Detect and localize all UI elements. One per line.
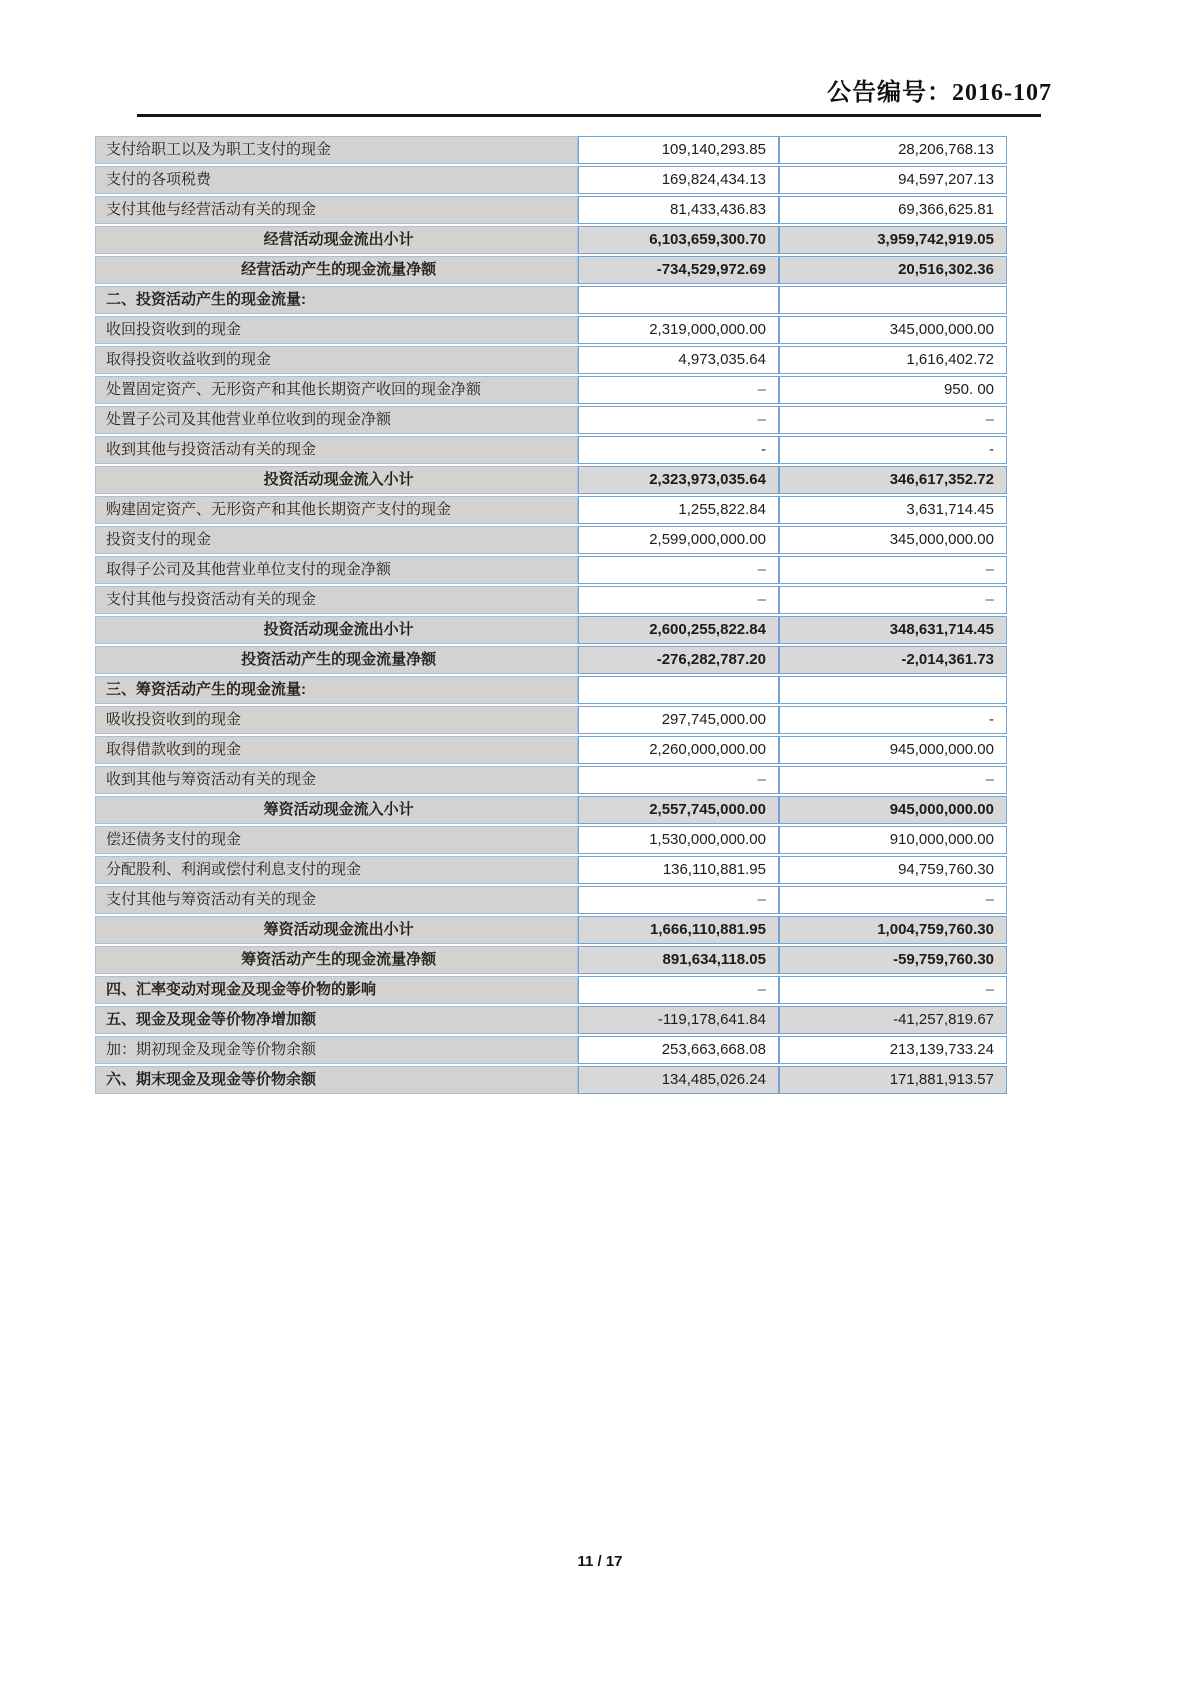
value-current-period: 136,110,881.95 <box>578 856 779 884</box>
value-prior-period: 20,516,302.36 <box>779 256 1007 284</box>
value-prior-period: 950. 00 <box>779 376 1007 404</box>
table-row <box>95 226 1007 254</box>
value-current-period: 6,103,659,300.70 <box>578 226 779 254</box>
value-prior-period: 3,631,714.45 <box>779 496 1007 524</box>
row-label: 支付其他与经营活动有关的现金 <box>95 196 578 224</box>
value-current-period: 2,319,000,000.00 <box>578 316 779 344</box>
value-current-period: 2,260,000,000.00 <box>578 736 779 764</box>
value-current-period: 2,557,745,000.00 <box>578 796 779 824</box>
row-label: 经营活动产生的现金流量净额 <box>95 256 578 284</box>
value-prior-period: 945,000,000.00 <box>779 736 1007 764</box>
value-prior-period: 171,881,913.57 <box>779 1066 1007 1094</box>
table-row <box>95 196 1007 224</box>
value-prior-period: 1,616,402.72 <box>779 346 1007 374</box>
page-footer <box>0 1553 1200 1570</box>
value-prior-period: – <box>779 586 1007 614</box>
value-current-period: -276,282,787.20 <box>578 646 779 674</box>
table-row <box>95 946 1007 974</box>
announcement-number: 公告编号：2016-107 <box>827 80 1052 106</box>
table-row <box>95 706 1007 734</box>
row-label: 购建固定资产、无形资产和其他长期资产支付的现金 <box>95 496 578 524</box>
table-row <box>95 466 1007 494</box>
value-current-period: 2,323,973,035.64 <box>578 466 779 494</box>
value-prior-period: 945,000,000.00 <box>779 796 1007 824</box>
value-prior-period: – <box>779 556 1007 584</box>
row-label: 五、现金及现金等价物净增加额 <box>95 1006 578 1034</box>
row-label: 支付其他与投资活动有关的现金 <box>95 586 578 614</box>
value-current-period: 253,663,668.08 <box>578 1036 779 1064</box>
value-current-period: 4,973,035.64 <box>578 346 779 374</box>
row-label: 偿还债务支付的现金 <box>95 826 578 854</box>
row-label: 筹资活动现金流入小计 <box>95 796 578 824</box>
value-prior-period: -2,014,361.73 <box>779 646 1007 674</box>
value-prior-period: -41,257,819.67 <box>779 1006 1007 1034</box>
value-current-period: 2,599,000,000.00 <box>578 526 779 554</box>
value-current-period: 1,530,000,000.00 <box>578 826 779 854</box>
value-prior-period: – <box>779 976 1007 1004</box>
table-row <box>95 256 1007 284</box>
table-row <box>95 616 1007 644</box>
table-row <box>95 496 1007 524</box>
row-label: 收回投资收到的现金 <box>95 316 578 344</box>
value-current-period: -734,529,972.69 <box>578 256 779 284</box>
table-row <box>95 796 1007 824</box>
value-prior-period: - <box>779 436 1007 464</box>
value-current-period: 891,634,118.05 <box>578 946 779 974</box>
cash-flow-table <box>95 134 1007 1096</box>
value-prior-period: 345,000,000.00 <box>779 316 1007 344</box>
value-prior-period: 3,959,742,919.05 <box>779 226 1007 254</box>
table-row <box>95 376 1007 404</box>
table-row <box>95 766 1007 794</box>
table-row <box>95 526 1007 554</box>
table-row <box>95 736 1007 764</box>
value-prior-period: 345,000,000.00 <box>779 526 1007 554</box>
value-prior-period: 1,004,759,760.30 <box>779 916 1007 944</box>
value-current-period: -119,178,641.84 <box>578 1006 779 1034</box>
row-label: 六、期末现金及现金等价物余额 <box>95 1066 578 1094</box>
table-row <box>95 286 1007 314</box>
value-current-period: – <box>578 586 779 614</box>
table-row <box>95 856 1007 884</box>
row-label: 投资活动现金流出小计 <box>95 616 578 644</box>
row-label: 筹资活动产生的现金流量净额 <box>95 946 578 974</box>
row-label: 分配股利、利润或偿付利息支付的现金 <box>95 856 578 884</box>
value-current-period: - <box>578 436 779 464</box>
value-prior-period: – <box>779 406 1007 434</box>
row-label: 四、汇率变动对现金及现金等价物的影响 <box>95 976 578 1004</box>
table-row <box>95 886 1007 914</box>
table-row <box>95 586 1007 614</box>
value-prior-period: 348,631,714.45 <box>779 616 1007 644</box>
value-prior-period: 69,366,625.81 <box>779 196 1007 224</box>
row-label: 经营活动现金流出小计 <box>95 226 578 254</box>
value-current-period: – <box>578 976 779 1004</box>
table-row <box>95 406 1007 434</box>
table-row <box>95 646 1007 674</box>
table-row <box>95 556 1007 584</box>
row-label: 处置子公司及其他营业单位收到的现金净额 <box>95 406 578 434</box>
value-prior-period: - <box>779 706 1007 734</box>
value-current-period: – <box>578 556 779 584</box>
value-prior-period: 213,139,733.24 <box>779 1036 1007 1064</box>
row-label: 取得投资收益收到的现金 <box>95 346 578 374</box>
row-label: 二、投资活动产生的现金流量: <box>95 286 578 314</box>
value-prior-period: 94,597,207.13 <box>779 166 1007 194</box>
value-prior-period: 910,000,000.00 <box>779 826 1007 854</box>
row-label: 处置固定资产、无形资产和其他长期资产收回的现金净额 <box>95 376 578 404</box>
row-label: 筹资活动现金流出小计 <box>95 916 578 944</box>
value-current-period <box>578 676 779 704</box>
table-row <box>95 166 1007 194</box>
row-label: 三、筹资活动产生的现金流量: <box>95 676 578 704</box>
row-label: 投资活动现金流入小计 <box>95 466 578 494</box>
value-prior-period: -59,759,760.30 <box>779 946 1007 974</box>
value-current-period: – <box>578 406 779 434</box>
row-label: 投资支付的现金 <box>95 526 578 554</box>
table-row <box>95 1036 1007 1064</box>
table-row <box>95 826 1007 854</box>
page-indicator: 11 / 17 <box>577 1553 623 1570</box>
value-prior-period: 28,206,768.13 <box>779 136 1007 164</box>
table-row <box>95 316 1007 344</box>
value-current-period: – <box>578 766 779 794</box>
value-prior-period <box>779 676 1007 704</box>
table-row <box>95 1006 1007 1034</box>
value-current-period: 169,824,434.13 <box>578 166 779 194</box>
value-current-period: 134,485,026.24 <box>578 1066 779 1094</box>
row-label: 取得借款收到的现金 <box>95 736 578 764</box>
header-rule <box>137 114 1041 117</box>
value-current-period: – <box>578 886 779 914</box>
row-label: 收到其他与筹资活动有关的现金 <box>95 766 578 794</box>
row-label: 投资活动产生的现金流量净额 <box>95 646 578 674</box>
table-row <box>95 916 1007 944</box>
value-current-period: 297,745,000.00 <box>578 706 779 734</box>
row-label: 支付给职工以及为职工支付的现金 <box>95 136 578 164</box>
table-body <box>95 136 1007 1094</box>
value-prior-period <box>779 286 1007 314</box>
table-row <box>95 676 1007 704</box>
row-label: 收到其他与投资活动有关的现金 <box>95 436 578 464</box>
value-current-period: 81,433,436.83 <box>578 196 779 224</box>
row-label: 吸收投资收到的现金 <box>95 706 578 734</box>
table-row <box>95 136 1007 164</box>
table-row <box>95 1066 1007 1094</box>
row-label: 支付其他与筹资活动有关的现金 <box>95 886 578 914</box>
table-row <box>95 346 1007 374</box>
table-row <box>95 436 1007 464</box>
value-current-period: 1,666,110,881.95 <box>578 916 779 944</box>
table-row <box>95 976 1007 1004</box>
row-label: 加：期初现金及现金等价物余额 <box>95 1036 578 1064</box>
row-label: 取得子公司及其他营业单位支付的现金净额 <box>95 556 578 584</box>
value-prior-period: 94,759,760.30 <box>779 856 1007 884</box>
value-current-period: 1,255,822.84 <box>578 496 779 524</box>
value-current-period: 109,140,293.85 <box>578 136 779 164</box>
value-current-period: – <box>578 376 779 404</box>
value-prior-period: 346,617,352.72 <box>779 466 1007 494</box>
value-current-period <box>578 286 779 314</box>
value-prior-period: – <box>779 886 1007 914</box>
value-prior-period: – <box>779 766 1007 794</box>
value-current-period: 2,600,255,822.84 <box>578 616 779 644</box>
row-label: 支付的各项税费 <box>95 166 578 194</box>
